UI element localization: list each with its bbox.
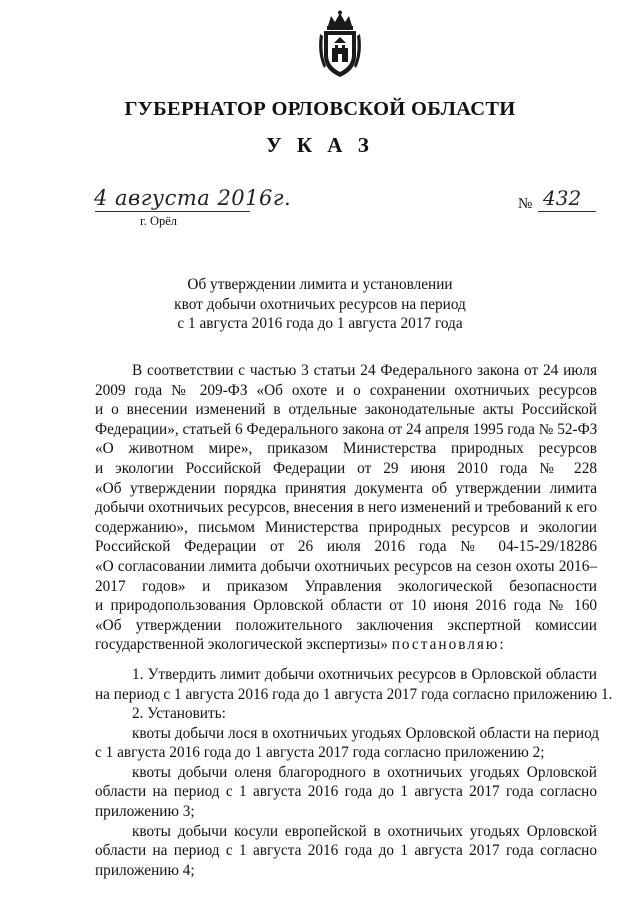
subject-line: квот добычи охотничьих ресурсов на период: [174, 295, 466, 313]
preamble-line: «Об утверждении положительного заключения экспертной комиссии: [95, 616, 597, 634]
number-underline: [538, 211, 596, 212]
decree-body: [95, 361, 613, 880]
preamble-line: и экологии Российской Федерации от 29 июня 2010 года № 228: [95, 459, 597, 477]
item-line: приложению 3;: [95, 803, 195, 821]
item-line: квоты добычи лося в охотничьих угодьях Орловской области на период: [132, 724, 600, 742]
item-line: 1. Утвердить лимит добычи охотничьих ресурсов в Орловской области: [132, 665, 597, 683]
preamble-line: Федерации», статьей 6 Федерального закона от 24 апреля 1995 года № 52-ФЗ: [95, 420, 598, 438]
preamble-line: «О согласовании лимита добычи охотничьих ресурсов на сезон охоты 2016–: [95, 557, 597, 575]
preamble-line: «О животном мире», приказом Министерства природных ресурсов: [95, 440, 597, 458]
preamble-line: Российской Федерации от 26 июля 2016 года № 04-15-29/18286: [95, 538, 597, 556]
item-line: квоты добычи косули европейской в охотничьих угодьях Орловской: [132, 822, 597, 840]
preamble-line: и природопользования Орловской области от 10 июня 2016 года № 160: [95, 597, 597, 615]
authority-title: ГУБЕРНАТОР ОРЛОВСКОЙ ОБЛАСТИ: [124, 98, 516, 120]
item-line: приложению 4;: [95, 861, 195, 879]
date-underline: [95, 211, 250, 212]
document-type-title: У К А З: [266, 133, 374, 157]
decree-subject: [0, 275, 640, 334]
number-label: №: [518, 196, 533, 212]
preamble-line: В соответствии с частью 3 статьи 24 Федерального закона от 24 июля: [132, 362, 597, 379]
item-line: области на период с 1 августа 2016 года до 1 августа 2017 года согласно: [95, 842, 597, 860]
preamble-line: «Об утверждении порядка принятия документа об утверждении лимита: [95, 479, 597, 497]
item-line: 2. Установить:: [132, 705, 226, 723]
city-label: г. Орёл: [140, 214, 178, 228]
decree-word: постановляю:: [391, 636, 506, 654]
preamble-line: государственной экологической экспертизы»: [95, 636, 388, 654]
item-line: квоты добычи оленя благородного в охотничьих угодьях Орловской: [132, 763, 597, 781]
subject-line: с 1 августа 2016 года до 1 августа 2017 года: [177, 315, 463, 332]
preamble-line: содержанию», письмом Министерства природных ресурсов и экологии: [95, 518, 597, 536]
handwritten-number: 432: [543, 186, 582, 210]
item-line: с 1 августа 2016 года до 1 августа 2017 года согласно приложению 2;: [95, 744, 545, 762]
coat-of-arms-emblem: [314, 10, 366, 80]
subject-line: Об утверждении лимита и установлении: [187, 276, 453, 293]
preamble-line: добычи охотничьих ресурсов, внесения в него изменений и требований к его: [95, 499, 597, 517]
item-line: области на период с 1 августа 2016 года до 1 августа 2017 года согласно: [95, 783, 597, 801]
preamble-last-line: [95, 635, 597, 655]
preamble-line: 2009 года № 209-ФЗ «Об охоте и о сохранении охотничьих ресурсов: [95, 381, 597, 399]
item-line: на период с 1 августа 2016 года до 1 августа 2017 года согласно приложению 1.: [95, 685, 613, 703]
handwritten-date: 4 августа 2016г.: [94, 186, 292, 210]
preamble-line: и о внесении изменений в отдельные законодательные акты Российской: [95, 401, 597, 419]
preamble-line: 2017 годов» и приказом Управления экологической безопасности: [95, 577, 597, 595]
